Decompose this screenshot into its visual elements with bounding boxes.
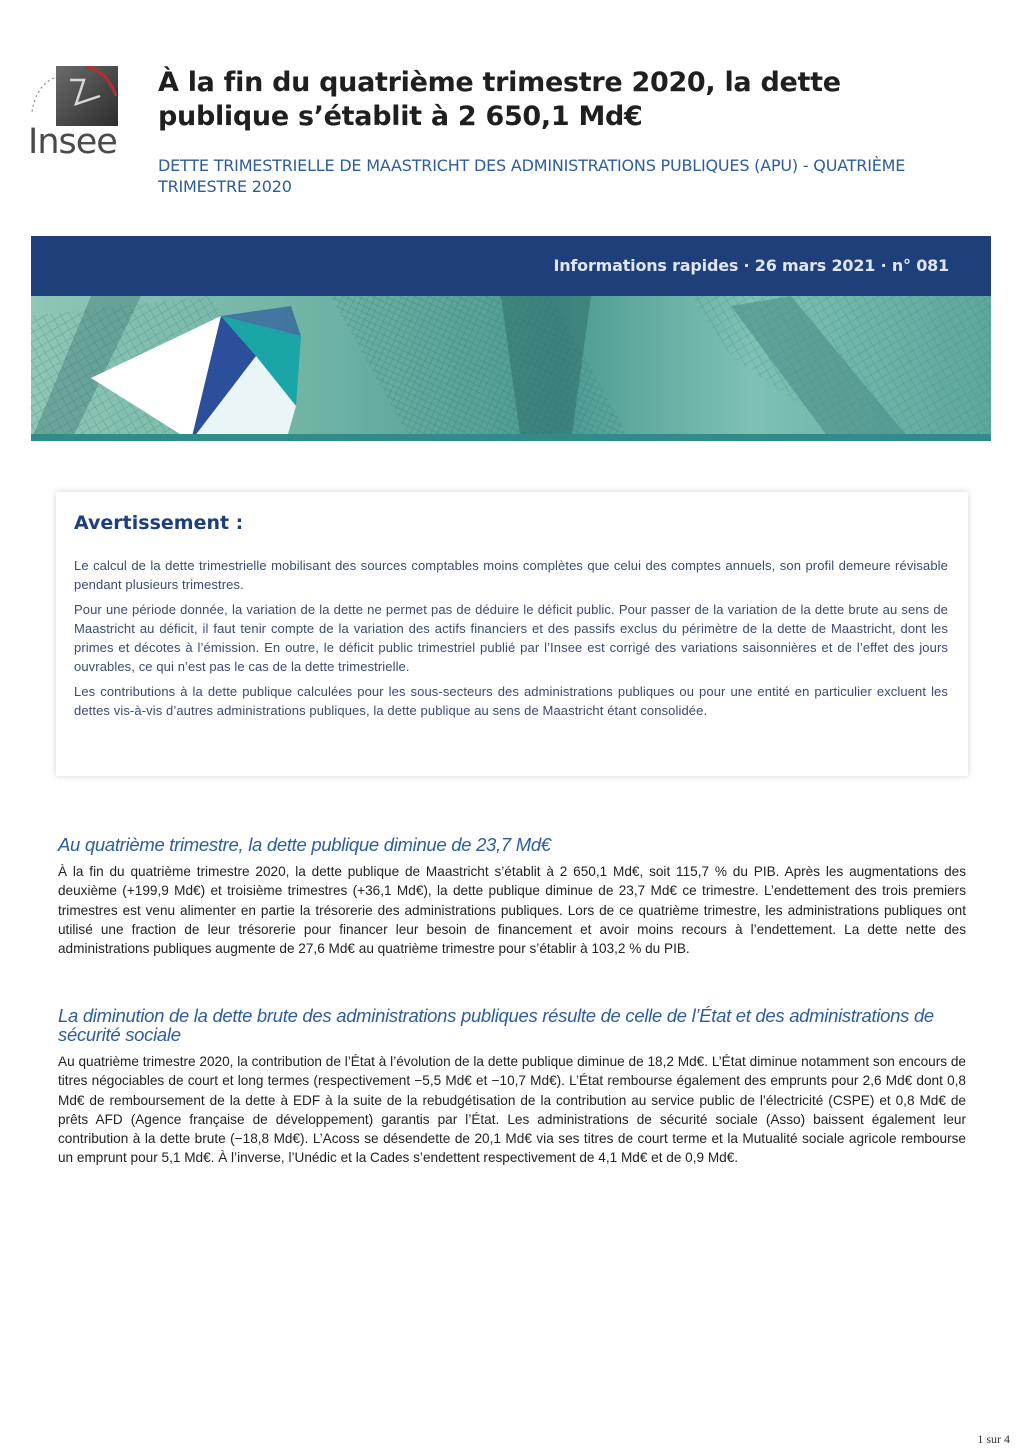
warning-title: Avertissement : (74, 512, 244, 534)
section-heading: Au quatrième trimestre, la dette publique diminue de 23,7 Md€ (58, 834, 551, 855)
page-number: 1 sur 4 (977, 1432, 1010, 1446)
logo-arc-icon (28, 64, 68, 124)
warning-paragraph: Pour une période donnée, la variation de la dette ne permet pas de déduire le déficit public. Pour passer de la variation de la dette brute au sens de Maastricht au déficit, il faut tenir compte de la variation des actifs financiers et des passifs exclus du périmètre de la dette de Maastricht, dont les primes et décotes à l’émission. En outre, le déficit public trimestriel publié par l’Insee est corrigé des variations saisonnières et de l’effet des jours ouvrables, ce qui n’est pas le cas de la dette trimestrielle. (74, 602, 948, 674)
section-debt-decrease (58, 835, 966, 958)
section-gross-debt (58, 1006, 966, 1168)
section-heading: La diminution de la dette brute des administrations publiques résulte de celle de l’État et des administrations de sécurité sociale (58, 1005, 934, 1045)
section-body: Au quatrième trimestre 2020, la contribution de l’État à l’évolution de la dette publique diminue de 18,2 Md€. L’État diminue notamment son encours de titres négociables de court et long termes (respectivement −5,5 Md€ et −10,7 Md€). L’État rembourse également des emprunts pour 2,6 Md€ dont 0,8 Md€ de remboursement de la dette à EDF à la suite de la rebudgétisation de la contribution au service public de l’électricité (CSPE) et 0,8 Md€ de prêts AFD (Agence française de développement) garantis par l’État. Les administrations de sécurité sociale (Asso) baissent également leur contribution à la dette brute (−18,8 Md€). L’Acoss se désendette de 20,1 Md€ via ses titres de court terme et la Mutualité sociale agricole rembourse un emprunt pour 5,1 Md€. À l’inverse, l’Unédic et la Cades s’endettent respectivement de 4,1 Md€ et de 0,9 Md€. (58, 1054, 966, 1166)
page-title: À la fin du quatrième trimestre 2020, la dette publique s’établit à 2 650,1 Md€ (158, 67, 841, 132)
page-subtitle: DETTE TRIMESTRIELLE DE MAASTRICHT DES ADMINISTRATIONS PUBLIQUES (APU) - QUATRIÈME TRIMESTRE 2020 (158, 156, 906, 196)
warning-box (56, 492, 968, 776)
section-body: À la fin du quatrième trimestre 2020, la dette publique de Maastricht s’établit à 2 650,1 Md€, soit 115,7 % du PIB. Après les augmentations des deuxième (+199,9 Md€) et troisième trimestres (+36,1 Md€), la dette publique diminue de 23,7 Md€ ce trimestre. L’endettement des trois premiers trimestres est venu alimenter en partie la trésorerie des administrations publiques. Lors de ce quatrième trimestre, les administrations publiques ont utilisé une fraction de leur trésorerie pour financer leur besoin de financement et avoir moins recours à l’endettement. La dette nette des administrations publiques augmente de 27,6 Md€ au quatrième trimestre pour s’établir à 103,2 % du PIB. (58, 864, 966, 957)
insee-logo (28, 64, 124, 162)
building-illustration (31, 296, 991, 441)
warning-body (74, 556, 948, 726)
header-banner (31, 236, 991, 441)
banner-photo (31, 296, 991, 441)
banner-bar (31, 236, 991, 296)
warning-paragraph: Les contributions à la dette publique calculées pour les sous-secteurs des administrations publiques ou pour une entité en particulier excluent les dettes vis-à-vis d’autres administrations publiques, la dette publique au sens de Maastricht étant consolidée. (74, 684, 948, 718)
logo-text: Insee (28, 122, 117, 162)
warning-paragraph: Le calcul de la dette trimestrielle mobilisant des sources comptables moins complètes que celui des comptes annuels, son profil demeure révisable pendant plusieurs trimestres. (74, 558, 948, 592)
publication-info: Informations rapides · 26 mars 2021 · n° 081 (553, 256, 949, 275)
